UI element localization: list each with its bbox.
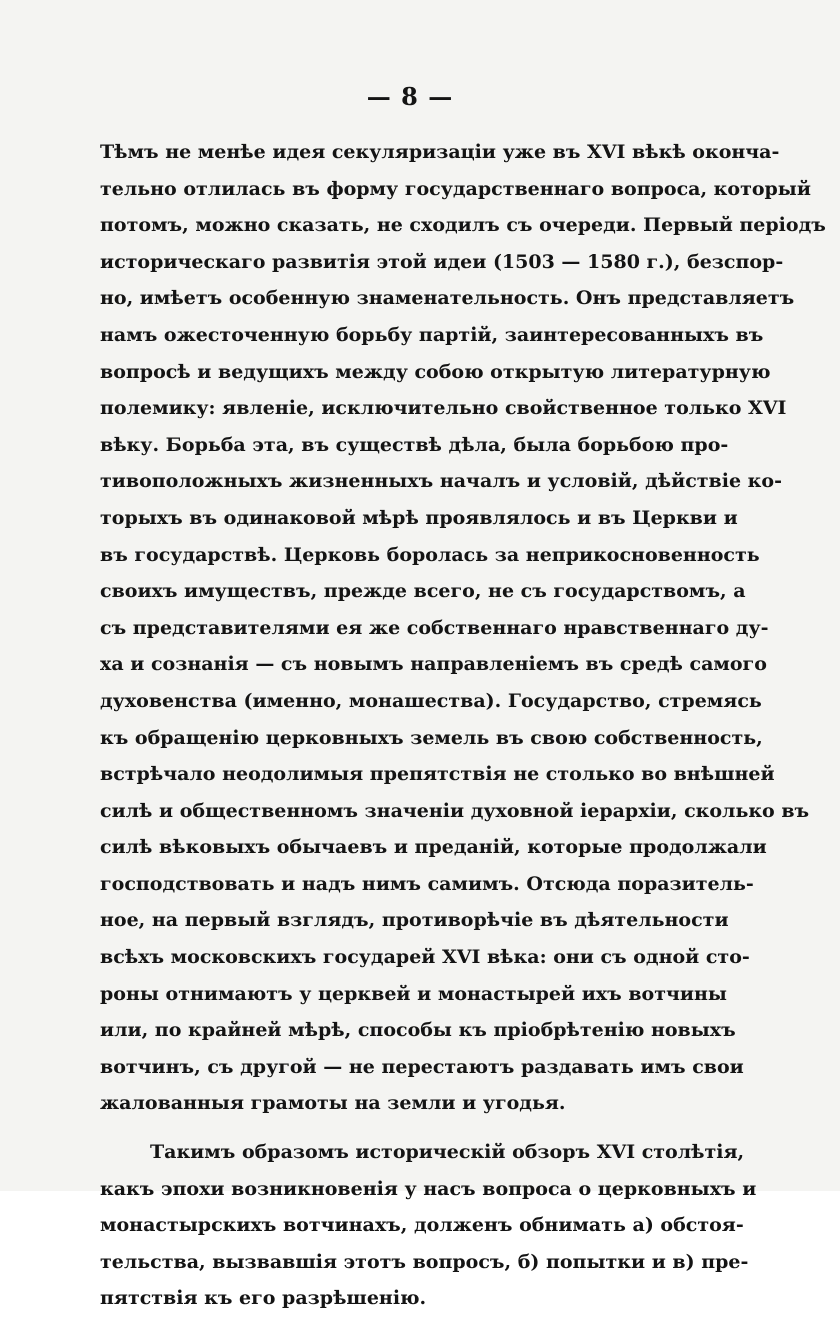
text-line: тельства, вызвавшія этотъ вопросъ, б) попытки и в) пре- [100,1250,749,1273]
paragraph [100,134,826,1122]
text-line: ное, на первый взглядъ, противорѣчіе въ дѣятельности [100,909,729,932]
text-line: ха и сознанія — съ новымъ направленіемъ въ средѣ самого [100,653,767,676]
text-line: духовенства (именно, монашества). Государство, стремясь [100,689,762,712]
text-line: вотчинъ, съ другой — не перестаютъ раздавать имъ свои [100,1055,744,1078]
text-line: полемику: явленіе, исключительно свойственное только XVI [100,397,787,420]
text-line: торыхъ въ одинаковой мѣрѣ проявлялось и въ Церкви и [100,506,738,529]
text-line: Такимъ образомъ историческій обзоръ XVI столѣтія, [150,1141,745,1164]
body-text [100,134,826,1317]
text-line: или, по крайней мѣрѣ, способы къ пріобрѣтенію новыхъ [100,1019,736,1042]
text-line: какъ эпохи возникновенія у насъ вопроса о церковныхъ и [100,1177,757,1200]
text-line: господствовать и надъ нимъ самимъ. Отсюда поразитель- [100,872,754,895]
text-line: монастырскихъ вотчинахъ, долженъ обнимать а) обстоя- [100,1214,744,1237]
text-line: всѣхъ московскихъ государей XVI вѣка: они съ одной сто- [100,946,750,969]
text-line: Тѣмъ не менѣе идея секуляризаціи уже въ XVI вѣкѣ оконча- [100,141,780,163]
text-line: тельно отлилась въ форму государственнаго вопроса, который [100,177,811,200]
text-line: своихъ имуществъ, прежде всего, не съ государствомъ, а [100,580,746,603]
text-line: историческаго развитія этой идеи (1503 — 1580 г.), безспор- [100,250,784,273]
paragraph-gap [100,1122,700,1134]
text-line: но, имѣетъ особенную знаменательность. Онъ представляетъ [100,287,795,310]
text-line: тивоположныхъ жизненныхъ началъ и условій, дѣйствіе ко- [100,470,782,493]
page-number: — 8 — [366,82,454,111]
text-line: пятствія къ его разрѣшенію. [100,1287,427,1310]
text-line: жалованныя грамоты на земли и угодья. [100,1092,566,1115]
text-line: намъ ожесточенную борьбу партій, заинтересованныхъ въ [100,323,764,346]
text-line: съ представителями ея же собственнаго нравственнаго ду- [100,616,769,639]
text-line: вопросѣ и ведущихъ между собою открытую литературную [100,360,771,383]
text-line: силѣ и общественномъ значеніи духовной іерархіи, сколько въ [100,799,810,822]
paragraph [100,1134,757,1317]
text-line: встрѣчало неодолимыя препятствія не столько во внѣшней [100,763,775,786]
text-line: вѣку. Борьба эта, въ существѣ дѣла, была борьбою про- [100,433,729,456]
text-line: въ государствѣ. Церковь боролась за неприкосновенность [100,543,760,566]
text-line: къ обращенію церковныхъ земель въ свою собственность, [100,726,763,749]
text-line: роны отнимаютъ у церквей и монастырей ихъ вотчины [100,982,727,1005]
text-line: силѣ вѣковыхъ обычаевъ и преданій, которые продолжали [100,836,767,859]
text-line: потомъ, можно сказать, не сходилъ съ очереди. Первый періодъ [100,214,826,237]
